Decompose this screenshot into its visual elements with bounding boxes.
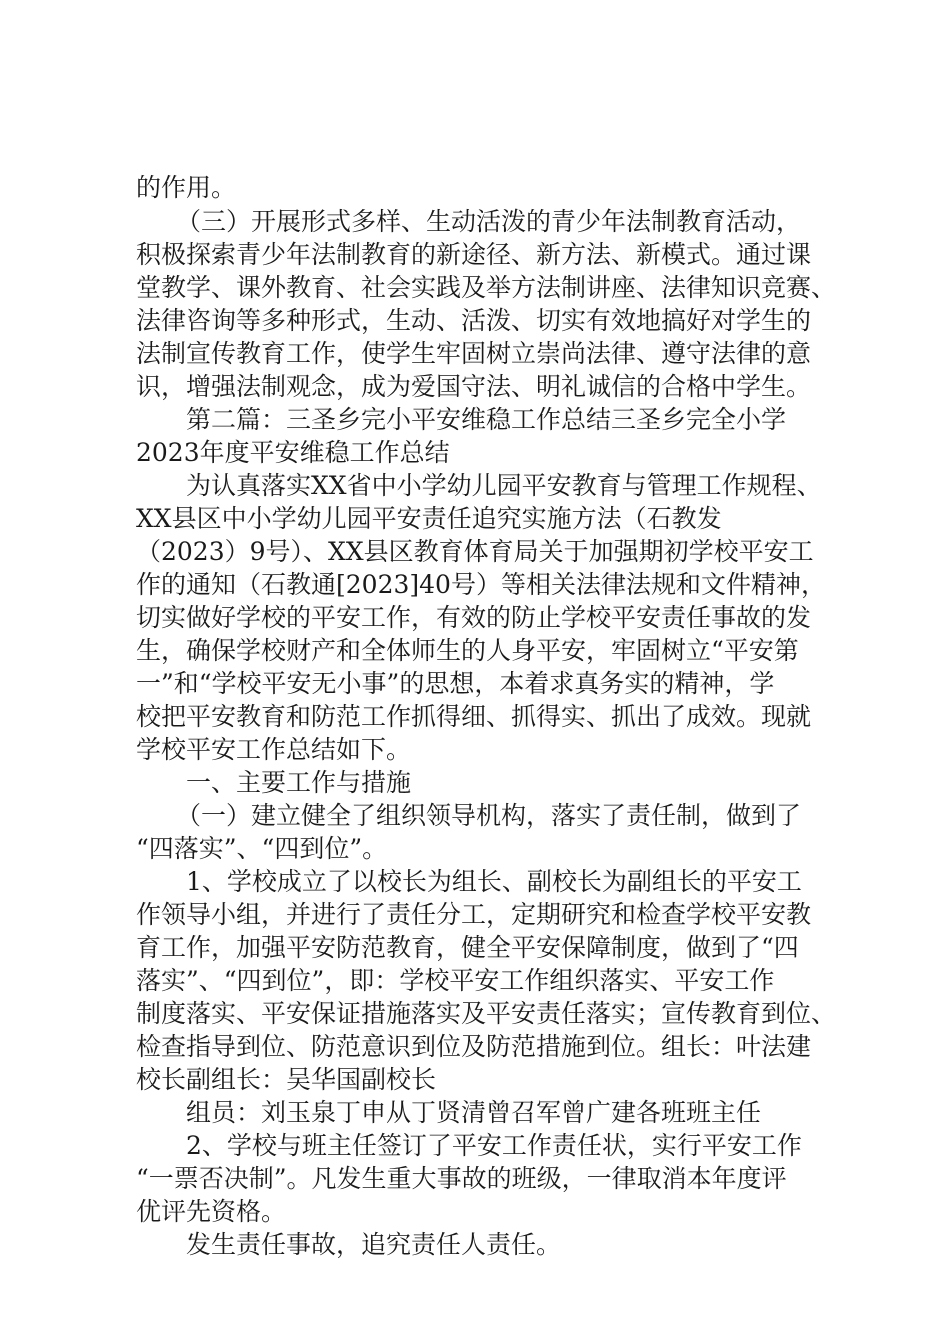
text-line: 法律咨询等多种形式，生动、活泼、切实有效地搞好对学生的 <box>136 306 812 335</box>
text-line: 的作用。 <box>136 173 237 202</box>
text-line: 生，确保学校财产和全体师生的人身平安，牢固树立“平安第 <box>136 636 799 665</box>
text-line: （2023）9号）、XX县区教育体育局关于加强期初学校平安工 <box>136 537 814 566</box>
text-line: XX县区中小学幼儿园平安责任追究实施方法（石教发 <box>136 504 722 533</box>
text-line: 1、学校成立了以校长为组长、副校长为副组长的平安工 <box>186 867 802 896</box>
section-heading: 2023年度平安维稳工作总结 <box>136 438 450 467</box>
text-line: （一）建立健全了组织领导机构，落实了责任制，做到了 <box>176 801 802 830</box>
text-line: 法制宣传教育工作，使学生牢固树立崇尚法律、遵守法律的意 <box>136 339 812 368</box>
text-line: 组员：刘玉泉丁申从丁贤清曾召军曾广建各班班主任 <box>186 1098 762 1127</box>
text-line: 校把平安教育和防范工作抓得细、抓得实、抓出了成效。现就 <box>136 702 812 731</box>
text-line: 优评先资格。 <box>136 1197 287 1226</box>
text-line: 制度落实、平安保证措施落实及平安责任落实；宣传教育到位、 <box>136 999 837 1028</box>
section-heading: 第二篇：三圣乡完小平安维稳工作总结三圣乡完全小学 <box>186 405 787 434</box>
subsection-heading: 一、主要工作与措施 <box>186 768 412 797</box>
text-line: 发生责任事故，追究责任人责任。 <box>186 1230 562 1259</box>
text-line: 育工作，加强平安防范教育，健全平安保障制度，做到了“四 <box>136 933 799 962</box>
text-line: 作的通知（石教通[2023]40号）等相关法律法规和文件精神， <box>136 570 826 599</box>
text-line: 积极探索青少年法制教育的新途径、新方法、新模式。通过课 <box>136 240 812 269</box>
text-line: 学校平安工作总结如下。 <box>136 735 412 764</box>
text-line: 落实”、“四到位”，即：学校平安工作组织落实、平安工作 <box>136 966 775 995</box>
text-line: 堂教学、课外教育、社会实践及举方法制讲座、法律知识竞赛、 <box>136 273 837 302</box>
text-line: 为认真落实XX省中小学幼儿园平安教育与管理工作规程、 <box>186 471 822 500</box>
text-line: （三）开展形式多样、生动活泼的青少年法制教育活动， <box>176 207 802 236</box>
text-line: 一”和“学校平安无小事”的思想，本着求真务实的精神，学 <box>136 669 775 698</box>
text-line: “一票否决制”。凡发生重大事故的班级，一律取消本年度评 <box>136 1164 787 1193</box>
text-line: 识，增强法制观念，成为爱国守法、明礼诚信的合格中学生。 <box>136 372 812 401</box>
text-line: “四落实”、“四到位”。 <box>136 834 388 863</box>
text-line: 切实做好学校的平安工作，有效的防止学校平安责任事故的发 <box>136 603 812 632</box>
text-line: 作领导小组，并进行了责任分工，定期研究和检查学校平安教 <box>136 900 812 929</box>
text-line: 校长副组长：吴华国副校长 <box>136 1065 437 1094</box>
text-line: 检查指导到位、防范意识到位及防范措施到位。组长：叶法建 <box>136 1032 812 1061</box>
text-line: 2、学校与班主任签订了平安工作责任状，实行平安工作 <box>186 1131 802 1160</box>
